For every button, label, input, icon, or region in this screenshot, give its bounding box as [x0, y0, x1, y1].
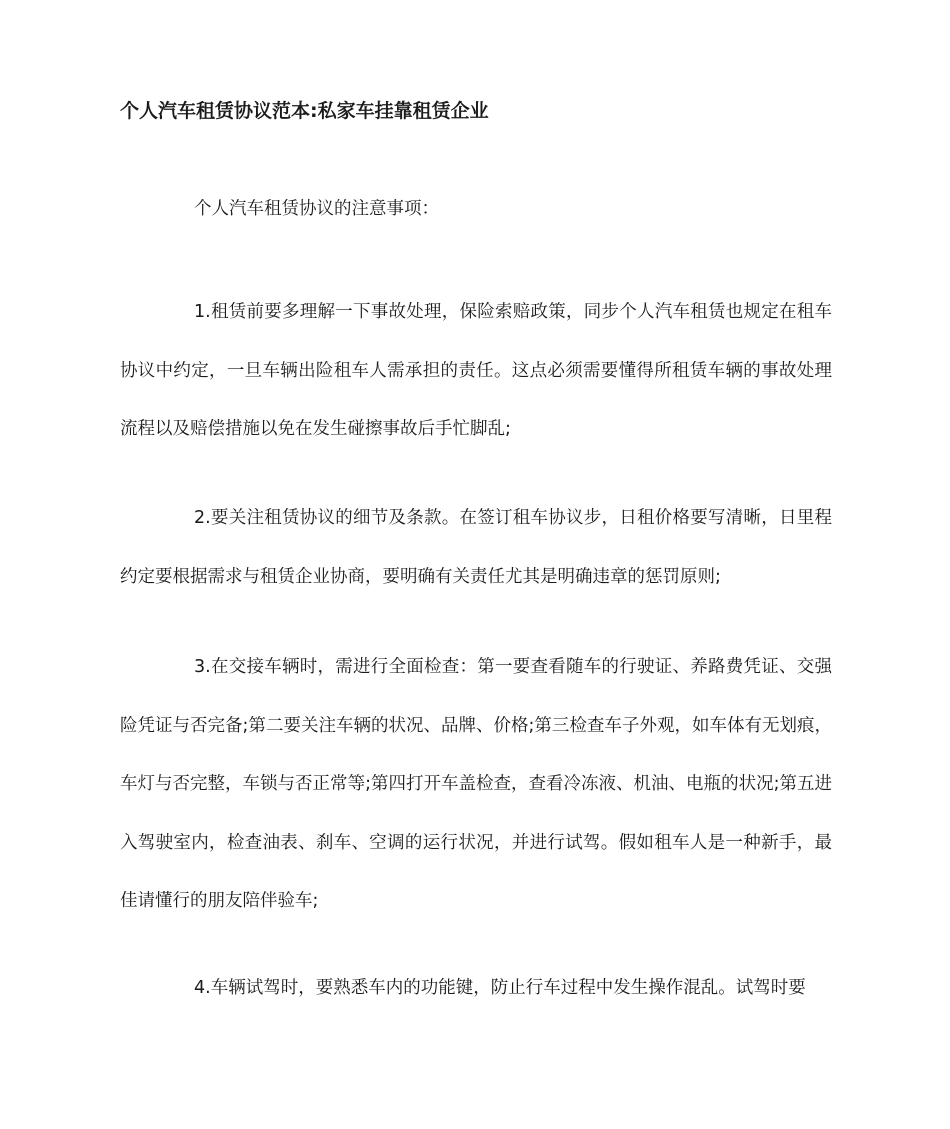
paragraph-2: 2.要关注租赁协议的细节及条款。在签订租车协议步，日租价格要写清晰，日里程约定要根据需求与租赁企业协商，要明确有关责任尤其是明确违章的惩罚原则; [120, 508, 832, 587]
document-title: 个人汽车租赁协议范本:私家车挂靠租赁企业 [120, 100, 489, 122]
paragraph-1: 1.租赁前要多理解一下事故处理，保险索赔政策，同步个人汽车租赁也规定在租车协议中约定，一旦车辆出险租车人需承担的责任。这点必须需要懂得所租赁车辆的事故处理流程以及赔偿措施以免在发生碰擦事故后手忙脚乱; [120, 302, 832, 439]
paragraph-3: 3.在交接车辆时，需进行全面检查：第一要查看随车的行驶证、养路费凭证、交强险凭证与否完备;第二要关注车辆的状况、品牌、价格;第三检查车子外观，如车体有无划痕，车灯与否完整，车锁与否正常等;第四打开车盖检查，查看冷冻液、机油、电瓶的状况;第五进入驾驶室内，检查油表、刹车、空调的运行状况，并进行试驾。假如租车人是一种新手，最佳请懂行的朋友陪伴验车; [120, 657, 832, 911]
paragraph-4: 4.车辆试驾时，要熟悉车内的功能键，防止行车过程中发生操作混乱。试驾时要 [194, 978, 806, 998]
section-heading: 个人汽车租赁协议的注意事项： [194, 199, 439, 219]
